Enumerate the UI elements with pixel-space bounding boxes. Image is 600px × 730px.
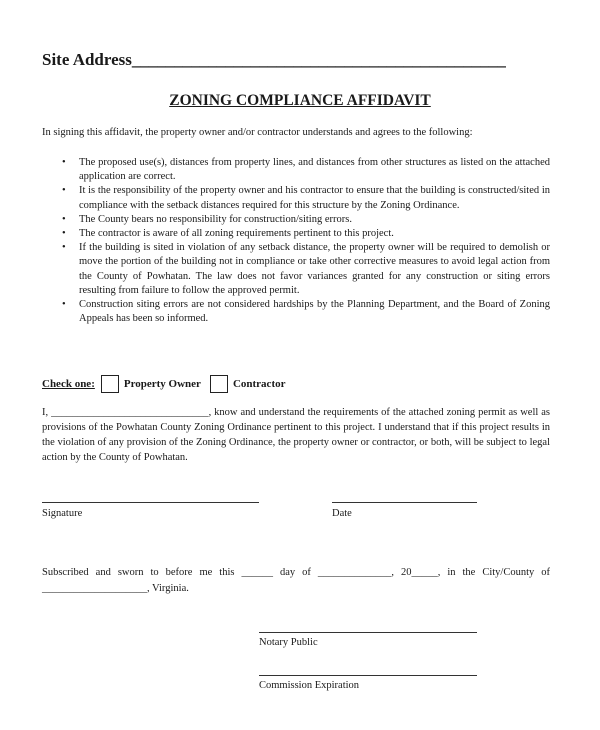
- list-item: [42, 184, 550, 212]
- check-one-row: [42, 373, 295, 395]
- notary-label: Notary Public: [259, 637, 318, 648]
- list-item-text: The County bears no responsibility for construction/siting errors.: [79, 213, 352, 225]
- list-item-text: The proposed use(s), distances from property lines, and distances from other structures as listed on the attached application are correct.: [79, 157, 550, 183]
- bullet-icon: •: [62, 185, 66, 197]
- terms-list: [42, 156, 550, 326]
- bullet-icon: •: [62, 228, 66, 240]
- intro-paragraph: In signing this affidavit, the property owner and/or contractor understands and agrees to the following:: [42, 127, 473, 138]
- bullet-icon: •: [62, 157, 66, 168]
- list-item: [42, 298, 550, 326]
- list-item: [42, 213, 550, 227]
- sworn-statement: Subscribed and sworn to before me this ______ day of ______________, 20_____, in the City/County of ____________________, Virginia.: [42, 567, 550, 594]
- signature-label: Signature: [42, 508, 83, 519]
- check-one-label: Check one:: [42, 378, 95, 390]
- bullet-icon: •: [62, 299, 66, 311]
- property-owner-checkbox[interactable]: [101, 375, 119, 393]
- list-item-text: The contractor is aware of all zoning requirements pertinent to this project.: [79, 228, 394, 240]
- date-label: Date: [332, 508, 352, 519]
- signature-line[interactable]: [42, 502, 259, 503]
- commission-label: Commission Expiration: [259, 680, 360, 691]
- declaration-paragraph: I, ______________________________, know and understand the requirements of the attached zoning permit as well as provisions of the Powhatan County Zoning Ordinance pertinent to this project. I understand that if this project results in the violation of any provision of the Zoning Ordinance, the property owner or contractor, or both, will be subject to legal action by the County of Powhatan.: [42, 407, 550, 463]
- commission-line[interactable]: [259, 675, 477, 676]
- bullet-icon: •: [62, 213, 66, 225]
- bullet-icon: •: [62, 242, 66, 254]
- property-owner-label: Property Owner: [123, 378, 201, 390]
- list-item-text: If the building is sited in violation of any setback distance, the property owner will be required to demolish or move the portion of the building not in compliance or take other corrective measures to avoid legal action from the County of Powhatan. The law does not favor variances granted for any construction or siting errors resulting from failure to follow the approved permit.: [79, 242, 550, 296]
- contractor-checkbox[interactable]: [210, 375, 228, 393]
- list-item: [42, 227, 550, 241]
- list-item-text: Construction siting errors are not considered hardships by the Planning Department, and the Board of Zoning Appeals has been so informed.: [79, 299, 550, 325]
- contractor-label: Contractor: [232, 378, 286, 390]
- list-item-text: It is the responsibility of the property owner and his contractor to ensure that the building is constructed/sited in compliance with the setback distances required for this structure by the Zoning Ordinance.: [79, 185, 550, 211]
- list-item: [42, 156, 550, 184]
- date-line[interactable]: [332, 502, 477, 503]
- notary-line[interactable]: [259, 632, 477, 633]
- site-address-field[interactable]: Site Address____________________________________________: [42, 50, 506, 69]
- list-item: [42, 241, 550, 298]
- document-title: ZONING COMPLIANCE AFFIDAVIT: [169, 92, 431, 109]
